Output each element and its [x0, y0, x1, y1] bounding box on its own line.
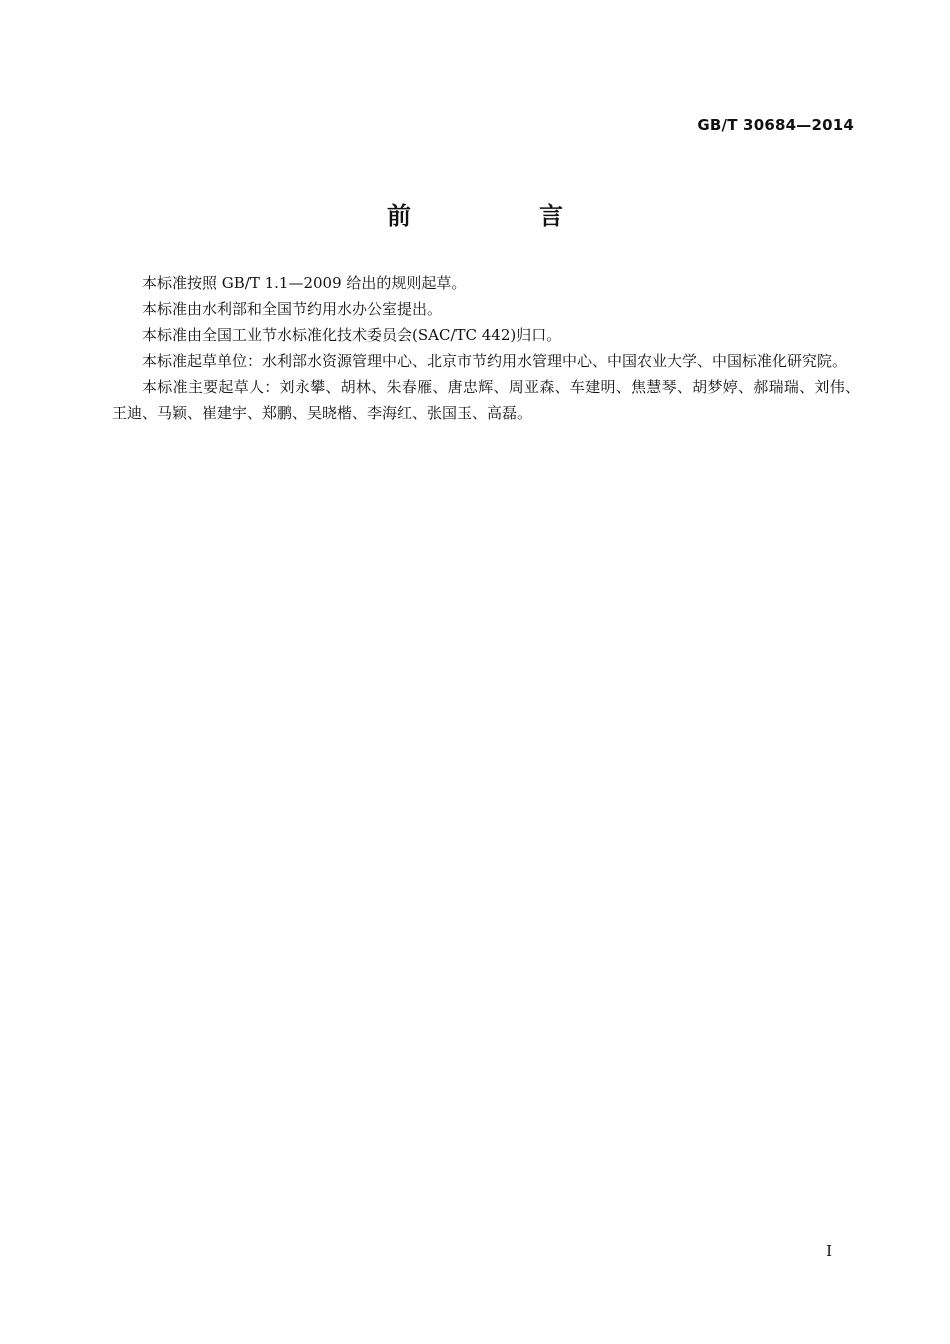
page-number: I — [826, 1242, 832, 1260]
page-title: 前 言 — [387, 202, 615, 230]
paragraph-proposer: 本标准由水利部和全国节约用水办公室提出。 — [142, 300, 443, 318]
paragraph-drafting-rules: 本标准按照 GB/T 1.1—2009 给出的规则起草。 — [142, 274, 467, 292]
paragraph-drafting-units: 本标准起草单位：水利部水资源管理中心、北京市节约用水管理中心、中国农业大学、中国标准化研究院。 — [142, 352, 848, 370]
foreword-body — [112, 270, 860, 426]
paragraph-administration: 本标准由全国工业节水标准化技术委员会(SAC/TC 442)归口。 — [142, 326, 562, 344]
standard-code: GB/T 30684—2014 — [697, 116, 854, 134]
paragraph-drafters: 本标准主要起草人：刘永攀、胡林、朱春雁、唐忠辉、周亚森、车建明、焦慧琴、胡梦婷、郝瑞瑞、刘伟、王迪、马颖、崔建宇、郑鹏、吴晓楷、李海红、张国玉、高磊。 — [112, 378, 860, 422]
